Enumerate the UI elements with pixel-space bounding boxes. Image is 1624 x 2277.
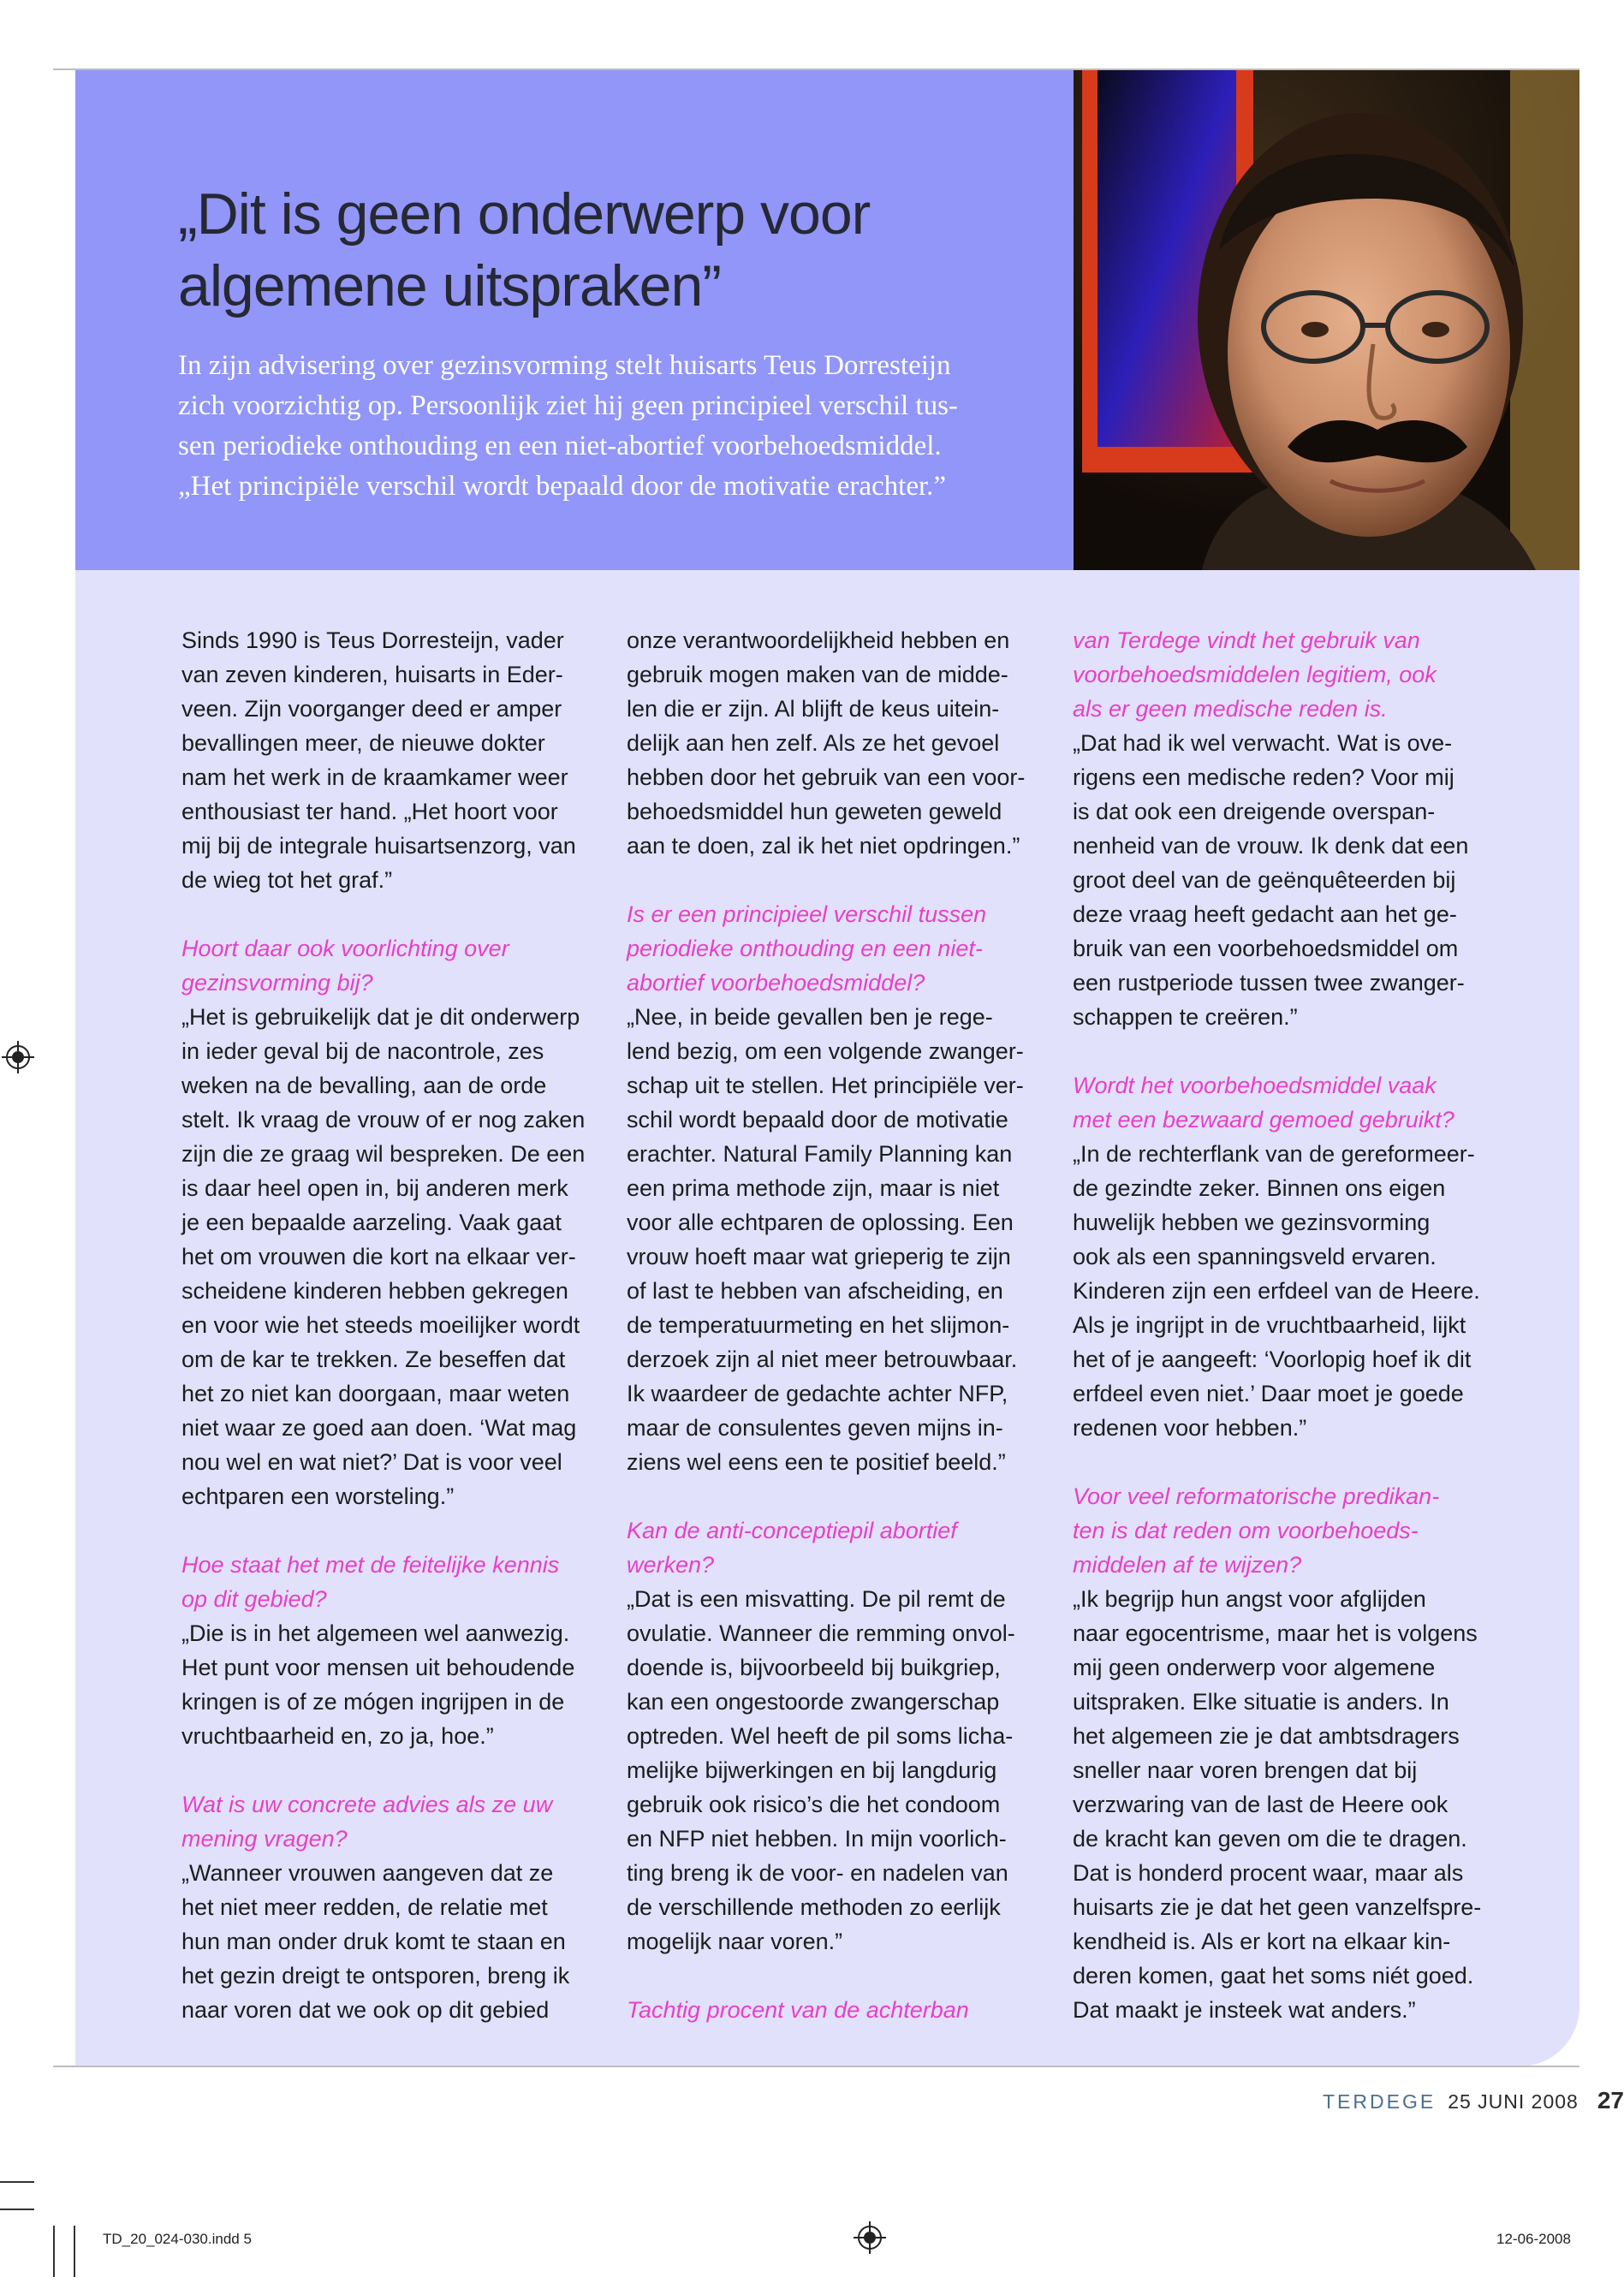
text-line: maar de consulentes geven mijns in-	[627, 1415, 1003, 1441]
question-line: voorbehoedsmiddelen legitiem, ook	[1073, 662, 1437, 687]
text-line: delijk aan hen zelf. Als ze het gevoel	[627, 730, 1000, 756]
text-line: schappen te creëren.”	[1073, 1004, 1298, 1030]
text-line: om de kar te trekken. Ze beseffen dat	[181, 1347, 566, 1372]
text-line: weken na de bevalling, aan de orde	[181, 1073, 547, 1098]
text-line: kringen is of ze mógen ingrijpen in de	[181, 1689, 565, 1715]
text-line: de verschillende methoden zo eerlijk	[627, 1894, 1001, 1920]
text-line: van zeven kinderen, huisarts in Eder-	[181, 662, 563, 687]
crop-mark	[53, 2226, 55, 2277]
text-line: redenen voor hebben.”	[1073, 1415, 1307, 1441]
qa-block	[627, 1993, 1072, 2027]
text-line: is daar heel open in, bij anderen merk	[181, 1175, 568, 1201]
qa-block	[181, 1787, 627, 2027]
qa-block	[627, 897, 1072, 1479]
text-line: hun man onder druk komt te staan en	[181, 1929, 566, 1954]
qa-block	[181, 931, 627, 1513]
text-line: het niet meer redden, de relatie met	[181, 1894, 548, 1920]
text-line: stelt. Ik vraag de vrouw of er nog zaken	[181, 1107, 586, 1133]
text-line: huwelijk hebben we gezinsvorming	[1073, 1210, 1431, 1235]
page-footer	[1323, 2087, 1624, 2114]
text-line: „Ik begrijp hun angst voor afglijden	[1073, 1586, 1426, 1612]
qa-block	[627, 1513, 1072, 1959]
text-line: „Nee, in beide gevallen ben je rege-	[627, 1004, 993, 1030]
text-line: deze vraag heeft gedacht aan het ge-	[1073, 901, 1457, 927]
text-line: melijke bijwerkingen en bij langdurig	[627, 1757, 997, 1783]
text-line: je een bepaalde aarzeling. Vaak gaat	[181, 1210, 562, 1235]
article-column-1	[181, 623, 627, 2061]
intro-line: sen periodieke onthouding en een niet-abortief voorbehoedsmiddel.	[178, 431, 942, 461]
portrait-illustration	[1074, 70, 1579, 570]
question-line: Kan de anti-conceptiepil abortief	[627, 1518, 957, 1543]
text-line: het zo niet kan doorgaan, maar weten	[181, 1381, 570, 1406]
text-line: het algemeen zie je dat ambtsdragers	[1073, 1723, 1460, 1749]
question-line: gezinsvorming bij?	[181, 970, 373, 996]
text-line: Het punt voor mensen uit behoudende	[181, 1655, 575, 1680]
qa-block	[1073, 1479, 1518, 2027]
text-line: schap uit te stellen. Het principiële ver-	[627, 1073, 1024, 1098]
text-line: Dat is honderd procent waar, maar als	[1073, 1860, 1464, 1886]
text-line: echtparen een worsteling.”	[181, 1483, 455, 1509]
text-line: zijn die ze graag wil bespreken. De een	[181, 1141, 586, 1167]
registration-mark-icon	[2, 1041, 34, 1073]
text-line: het of je aangeeft: ‘Voorlopig hoef ik dit	[1073, 1347, 1472, 1372]
text-line: aan te doen, zal ik het niet opdringen.”	[627, 833, 1020, 859]
question-line: op dit gebied?	[181, 1586, 327, 1612]
text-line: bevallingen meer, de nieuwe dokter	[181, 730, 545, 756]
text-line: Kinderen zijn een erfdeel van de Heere.	[1073, 1278, 1480, 1304]
question-line: abortief voorbehoedsmiddel?	[627, 970, 925, 996]
text-line: huisarts zie je dat het geen vanzelfspre-	[1073, 1894, 1482, 1920]
text-line: een prima methode zijn, maar is niet	[627, 1175, 1000, 1201]
paragraph	[627, 623, 1072, 863]
question-line: Wat is uw concrete advies als ze uw	[181, 1792, 553, 1817]
paragraph	[181, 623, 627, 897]
text-line: nenheid van de vrouw. Ik denk dat een	[1073, 833, 1469, 859]
registration-mark-icon	[854, 2221, 886, 2254]
text-line: Ik waardeer de gedachte achter NFP,	[627, 1381, 1008, 1406]
text-line: behoedsmiddel hun geweten geweld	[627, 799, 1002, 824]
question-line: Hoort daar ook voorlichting over	[181, 936, 509, 961]
text-line: doende is, bijvoorbeeld bij buikgriep,	[627, 1655, 1001, 1680]
text-line: erachter. Natural Family Planning kan	[627, 1141, 1013, 1167]
text-line: deren komen, gaat het soms niét goed.	[1073, 1963, 1474, 1989]
text-line: het om vrouwen die kort na elkaar ver-	[181, 1244, 576, 1269]
text-line: ting breng ik de voor- en nadelen van	[627, 1860, 1008, 1886]
text-line: nam het werk in de kraamkamer weer	[181, 764, 568, 790]
text-line: „Dat is een misvatting. De pil remt de	[627, 1586, 1006, 1612]
text-line: schil wordt bepaald door de motivatie	[627, 1107, 1008, 1133]
text-line: een rustperiode tussen twee zwanger-	[1073, 970, 1465, 996]
text-line: veen. Zijn voorganger deed er amper	[181, 696, 562, 722]
issue-date: 25 JUNI 2008	[1448, 2090, 1579, 2113]
text-line: ziens wel eens een te positief beeld.”	[627, 1449, 1006, 1475]
text-line: ook als een spanningsveld ervaren.	[1073, 1244, 1437, 1269]
question-line: ten is dat reden om voorbehoeds-	[1073, 1518, 1419, 1543]
text-line: uitspraken. Elke situatie is anders. In	[1073, 1689, 1449, 1715]
question-line: van Terdege vindt het gebruik van	[1073, 627, 1420, 653]
text-line: kan een ongestoorde zwangerschap	[627, 1689, 1000, 1715]
text-line: sneller naar voren brengen dat bij	[1073, 1757, 1418, 1783]
slug-filename: TD_20_024-030.indd 5	[103, 2231, 252, 2247]
question-line: Wordt het voorbehoedsmiddel vaak	[1073, 1073, 1437, 1098]
text-line: het gezin dreigt te ontsporen, breng ik	[181, 1963, 570, 1989]
text-line: len die er zijn. Al blijft de keus uitein-	[627, 696, 1000, 722]
text-line: vrouw hoeft maar wat grieperig te zijn	[627, 1244, 1011, 1269]
crop-mark	[0, 2181, 34, 2183]
text-line: kendheid is. Als er kort na elkaar kin-	[1073, 1929, 1451, 1954]
portrait-photo	[1074, 70, 1579, 570]
question-line: met een bezwaard gemoed gebruikt?	[1073, 1107, 1454, 1133]
text-line: de temperatuurmeting en het slijmon-	[627, 1312, 1010, 1338]
text-line: en voor wie het steeds moeilijker wordt	[181, 1312, 580, 1338]
text-line: hebben door het gebruik van een voor-	[627, 764, 1026, 790]
headline	[178, 178, 1034, 322]
text-line: en NFP niet hebben. In mijn voorlich-	[627, 1826, 1007, 1852]
text-line: rigens een medische reden? Voor mij	[1073, 764, 1454, 790]
text-line: „Het is gebruikelijk dat je dit onderwerp	[181, 1004, 580, 1030]
article-column-2	[627, 623, 1072, 2061]
text-line: lend bezig, om een volgende zwanger-	[627, 1038, 1024, 1064]
text-line: mij geen onderwerp voor algemene	[1073, 1655, 1436, 1680]
text-line: derzoek zijn al niet meer betrouwbaar.	[627, 1347, 1018, 1372]
text-line: „Wanneer vrouwen aangeven dat ze	[181, 1860, 554, 1886]
intro-line: „Het principiële verschil wordt bepaald door de motivatie erachter.”	[178, 471, 947, 502]
text-line: scheidene kinderen hebben gekregen	[181, 1278, 568, 1304]
text-line: de kracht kan geven om die te dragen.	[1073, 1826, 1467, 1852]
text-line: „In de rechterflank van de gereformeer-	[1073, 1141, 1475, 1167]
text-line: Sinds 1990 is Teus Dorresteijn, vader	[181, 627, 564, 653]
question-line: mening vragen?	[181, 1826, 348, 1852]
text-line: „Die is in het algemeen wel aanwezig.	[181, 1620, 570, 1646]
qa-block	[181, 1548, 627, 1753]
text-line: mij bij de integrale huisartsenzorg, van	[181, 833, 576, 859]
question-line: Is er een principieel verschil tussen	[627, 901, 987, 927]
question-line: als er geen medische reden is.	[1073, 696, 1388, 722]
text-line: voor alle echtparen de oplossing. Een	[627, 1210, 1014, 1235]
text-line: erfdeel even niet.’ Daar moet je goede	[1073, 1381, 1464, 1406]
article-column-3	[1073, 623, 1518, 2061]
question-line: werken?	[627, 1552, 715, 1578]
text-line: onze verantwoordelijkheid hebben en	[627, 627, 1010, 653]
bottom-rule	[53, 2066, 1579, 2067]
text-line: naar voren dat we ook op dit gebied	[181, 1997, 550, 2023]
text-line: verzwaring van de last de Heere ook	[1073, 1792, 1449, 1817]
qa-block	[1073, 1068, 1518, 1445]
text-line: of last te hebben van afscheiding, en	[627, 1278, 1003, 1304]
crop-mark	[74, 2226, 75, 2277]
text-line: vruchtbaarheid en, zo ja, hoe.”	[181, 1723, 494, 1749]
text-line: ovulatie. Wanneer die remming onvol-	[627, 1620, 1015, 1646]
text-line: optreden. Wel heeft de pil soms licha-	[627, 1723, 1014, 1749]
intro-line: zich voorzichtig op. Persoonlijk ziet hij geen principieel verschil tus-	[178, 390, 958, 421]
text-line: „Dat had ik wel verwacht. Wat is ove-	[1073, 730, 1453, 756]
text-line: groot deel van de geënquêteerden bij	[1073, 867, 1456, 893]
text-line: de wieg tot het graf.”	[181, 867, 393, 893]
text-line: Als je ingrijpt in de vruchtbaarheid, lijkt	[1073, 1312, 1466, 1338]
slug-date: 12-06-2008	[1496, 2231, 1571, 2247]
headline-line: „Dit is geen onderwerp voor	[178, 181, 871, 247]
question-line: middelen af te wijzen?	[1073, 1552, 1302, 1578]
text-line: mogelijk naar voren.”	[627, 1929, 843, 1954]
crop-mark	[0, 2209, 34, 2210]
text-line: nou wel en wat niet?’ Dat is voor veel	[181, 1449, 562, 1475]
intro-line: In zijn advisering over gezinsvorming stelt huisarts Teus Dorresteijn	[178, 350, 951, 381]
text-line: in ieder geval bij de nacontrole, zes	[181, 1038, 544, 1064]
text-line: gebruik mogen maken van de midde-	[627, 662, 1008, 687]
page-number: 27	[1597, 2087, 1624, 2114]
text-line: gebruik ook risico’s die het condoom	[627, 1792, 1001, 1817]
question-line: Voor veel reformatorische predikan-	[1073, 1483, 1440, 1509]
headline-line: algemene uitspraken”	[178, 253, 721, 318]
text-line: Dat maakt je insteek wat anders.”	[1073, 1997, 1416, 2023]
intro-lead	[178, 346, 1043, 507]
question-line: Hoe staat het met de feitelijke kennis	[181, 1552, 560, 1578]
magazine-name: TERDEGE	[1323, 2090, 1437, 2113]
text-line: de gezindte zeker. Binnen ons eigen	[1073, 1175, 1446, 1201]
text-line: enthousiast ter hand. „Het hoort voor	[181, 799, 558, 824]
question-line: periodieke onthouding en een niet-	[627, 936, 983, 961]
text-line: bruik van een voorbehoedsmiddel om	[1073, 936, 1459, 961]
text-line: niet waar ze goed aan doen. ‘Wat mag	[181, 1415, 577, 1441]
qa-block	[1073, 623, 1518, 1034]
text-line: is dat ook een dreigende overspan-	[1073, 799, 1436, 824]
text-line: naar egocentrisme, maar het is volgens	[1073, 1620, 1478, 1646]
question-line: Tachtig procent van de achterban	[627, 1997, 969, 2023]
